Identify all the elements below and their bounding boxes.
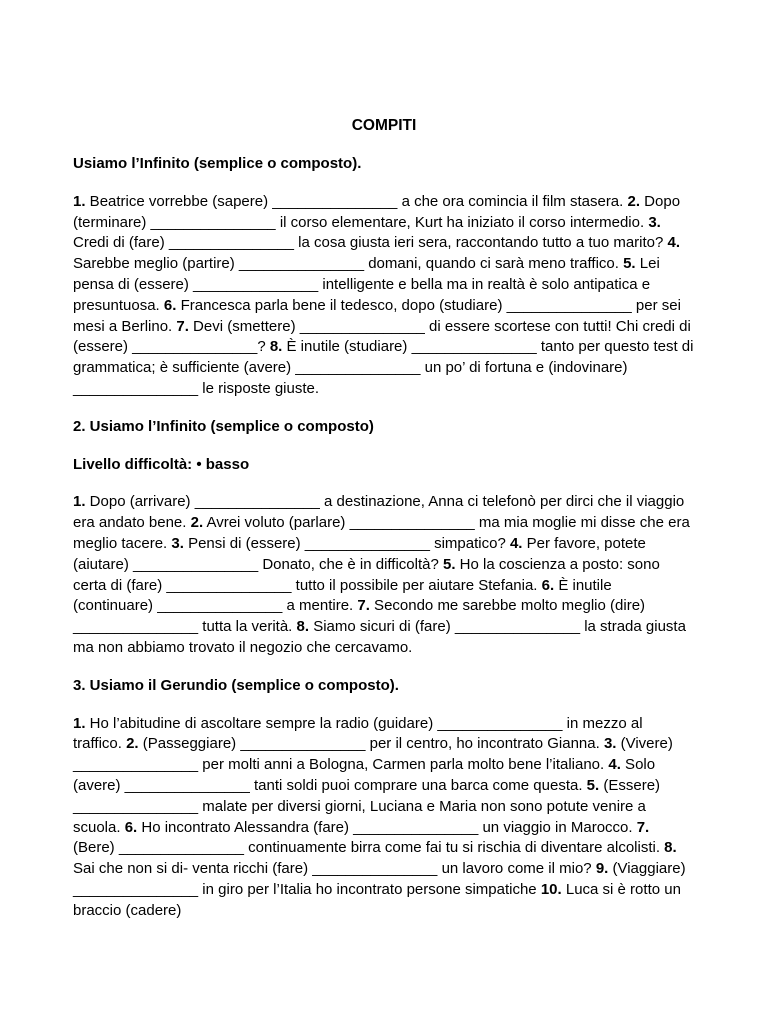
section3-exercises [73,714,695,922]
exercise-item: 6. È inutile (continuare) _______________ a mentire. [73,576,612,615]
exercise-item: 2. Avrei voluto (parlare) _______________ ma mia moglie mi disse che era meglio tacere. [73,514,690,552]
exercise-item: 10. Luca si è rotto un braccio (cadere) [73,880,681,919]
exercise-item: 2. Dopo (terminare) _______________ il corso elementare, Kurt ha iniziato il corso intermedio. [73,192,681,231]
section2-exercises [73,492,695,658]
exercise-item: 1. Beatrice vorrebbe (sapere) _______________ a che ora comincia il film stasera. [73,192,628,210]
exercise-item: 8. È inutile (studiare) _______________ tanto per questo test di grammatica; è sufficiente (avere) _______________ un po’ di fortuna e (indovinare) _______________ le risposte giuste. [73,338,694,397]
exercise-item: 2. (Passeggiare) _______________ per il centro, ho incontrato Gianna. [126,735,604,753]
exercise-item: 4. Per favore, potete (aiutare) _______________ Donato, che è in difficoltà? [73,534,646,573]
document-title: COMPITI [351,117,417,134]
section1-heading: Usiamo l’Infinito (semplice o composto). [73,155,362,172]
section3-heading: 3. Usiamo il Gerundio (semplice o composto). [73,676,399,694]
exercise-item: 5. Ho la coscienza a posto: sono certa di (fare) _______________ tutto il possibile per aiutare Stefania. [73,555,660,594]
exercise-item: 3. Credi di (fare) _______________ la cosa giusta ieri sera, raccontando tutto a tuo marito? [73,213,668,252]
section1-exercises [73,192,695,400]
exercise-item: 7. (Bere) _______________ continuamente birra come fai tu si rischia di diventare alcolisti. [73,818,665,857]
exercise-item: 3. Pensi di (essere) _______________ simpatico? [171,534,510,552]
exercise-item: 3. (Vivere) _______________ per molti anni a Bologna, Carmen parla molto bene l’italiano. [73,735,673,774]
exercise-item: 4. Sarebbe meglio (partire) _______________ domani, quando ci sarà meno traffico. [73,234,681,273]
exercise-item: 8. Sai che non si di- venta ricchi (fare) _______________ un lavoro come il mio? [73,839,677,878]
exercise-item: 6. Ho incontrato Alessandra (fare) _______________ un viaggio in Marocco. [124,818,637,836]
section2-heading: 2. Usiamo l’Infinito (semplice o composto) [73,417,374,435]
exercise-item: 7. Devi (smettere) _______________ di essere scortese con tutti! Chi credi di (essere) _______________? [73,317,691,356]
exercise-item: 9. (Viaggiare) _______________ in giro per l’Italia ho incontrato persone simpatiche [73,860,686,898]
exercise-item: 1. Ho l’abitudine di ascoltare sempre la radio (guidare) _______________ in mezzo al traffico. [73,714,643,753]
exercise-item: 5. Lei pensa di (essere) _______________ intelligente e bella ma in realtà è solo antipatica e presuntuosa. [73,255,660,314]
exercise-item: 8. Siamo sicuri di (fare) _______________ la strada giusta ma non abbiamo trovato il negozio che cercavamo. [73,618,686,656]
section2-level: Livello difficoltà: • basso [73,455,250,473]
exercise-item: 6. Francesca parla bene il tedesco, dopo (studiare) _______________ per sei mesi a Berlino. [73,296,681,335]
document-page [73,116,695,939]
exercise-item: 7. Secondo me sarebbe molto meglio (dire) _______________ tutta la verità. [73,597,646,636]
exercise-item: 5. (Essere) _______________ malate per diversi giorni, Luciana e Maria non sono potute venire a scuola. [73,776,661,836]
exercise-item: 4. Solo (avere) _______________ tanti soldi puoi comprare una barca come questa. [73,756,656,794]
exercise-item: 1. Dopo (arrivare) _______________ a destinazione, Anna ci telefonò per dirci che il viaggio era andato bene. [73,493,685,532]
